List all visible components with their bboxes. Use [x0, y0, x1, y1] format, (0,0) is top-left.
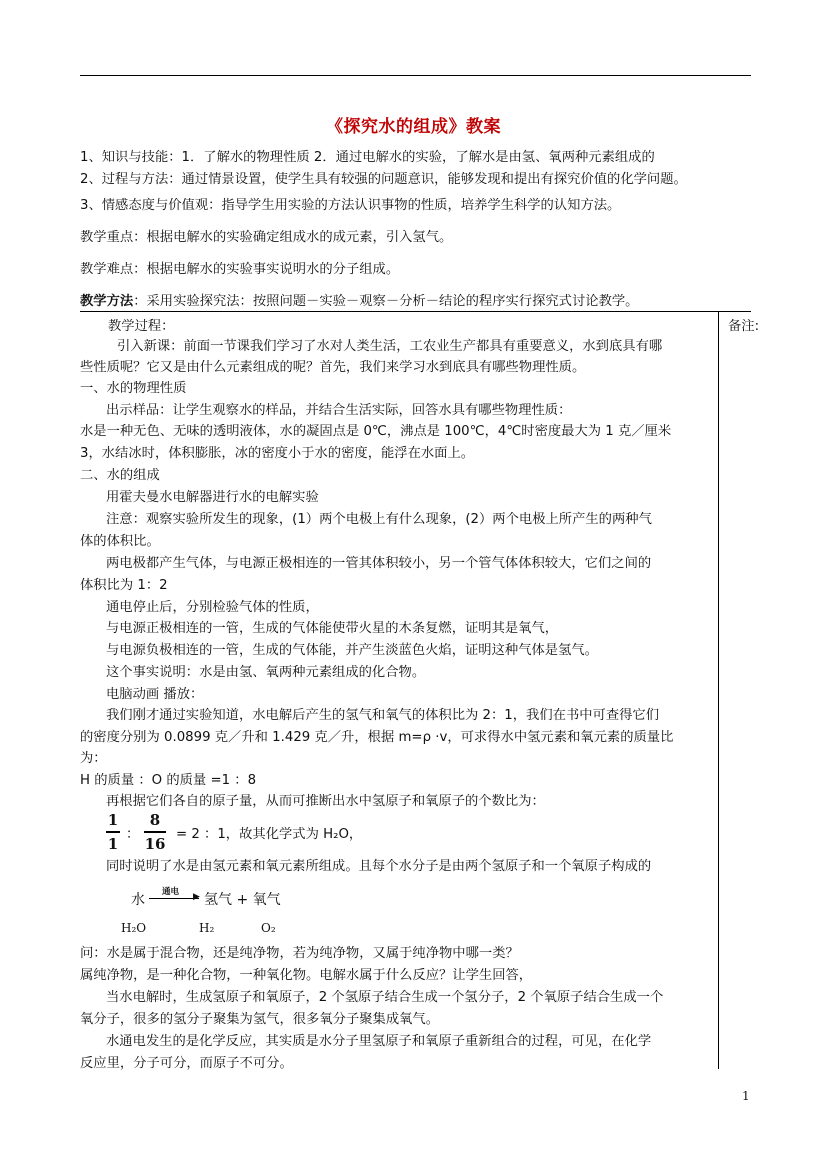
- method-label: 教学方法: [80, 294, 134, 309]
- table-column-divider: [718, 311, 719, 1069]
- formula-hydrogen: H₂: [199, 921, 215, 935]
- body-line: 水是一种无色、无味的透明液体，水的凝固点是 0℃，沸点是 100℃，4℃时密度最大为 1 克／厘米: [80, 424, 672, 439]
- fraction-bar: [144, 831, 166, 833]
- body-line: 我们刚才通过实验知道，水电解后产生的氢气和氧气的体积比为 2：1，我们在书中可查得它们: [106, 708, 660, 723]
- body-line: 与电源正极相连的一管，生成的气体能使带火星的木条复燃，证明其是氧气，: [106, 621, 559, 636]
- body-line: 反应里，分子可分，而原子不可分。: [80, 1056, 293, 1071]
- body-line: 的密度分别为 0.0899 克／升和 1.429 克／升，根据 m=ρ ·v，可求得水中氢元素和氧元素的质量比: [80, 730, 674, 745]
- body-line: 水通电发生的是化学反应，其实质是水分子里氢原子和氧原子重新组合的过程，可见，在化学: [106, 1034, 652, 1049]
- teaching-method: [80, 290, 638, 309]
- reaction-arrow: [149, 898, 199, 899]
- formula-water: H₂O: [121, 921, 147, 935]
- question-line: 问：水是属于混合物，还是纯净物，若为纯净物，又属于纯净物中哪一类？: [80, 946, 519, 961]
- objective-3: 3、情感态度与价值观：指导学生用实验的方法认识事物的性质，培养学生科学的认知方法。: [80, 198, 621, 213]
- body-line: 教学过程：: [108, 319, 175, 334]
- body-line: 用霍夫曼水电解器进行水的电解实验: [106, 490, 319, 505]
- fraction-numerator: 1: [107, 811, 119, 829]
- objective-2: 2、过程与方法：通过情景设置，使学生具有较强的问题意识，能够发现和提出有探究价值的化学问题。: [80, 172, 687, 187]
- objective-1: 1、知识与技能：1．了解水的物理性质 2．通过电解水的实验，了解水是由氢、氧两种元素组成的: [80, 150, 655, 165]
- body-line: 引入新课：前面一节课我们学习了水对人类生活，工农业生产都具有重要意义，水到底具有哪: [117, 339, 663, 354]
- mass-ratio: H 的质量 ：O 的质量 =1 ：8: [80, 773, 257, 788]
- table-top-border: [80, 311, 751, 312]
- ratio-colon: ：: [126, 827, 140, 842]
- arrow-head-icon: ▶: [193, 892, 200, 902]
- body-line: 氧分子，很多的氢分子聚集为氢气，很多氧分子聚集成氧气。: [80, 1012, 440, 1027]
- body-line: 3，水结冰时，体积膨胀，冰的密度小于水的密度，能浮在水面上。: [80, 446, 475, 461]
- header-rule: [80, 75, 751, 76]
- fraction-eight-over-sixteen: [144, 811, 166, 853]
- page-number: 1: [742, 1089, 750, 1103]
- body-line: 通电停止后，分别检验气体的性质，: [106, 600, 319, 615]
- body-line: 出示样品：让学生观察水的样品，并结合生活实际，回答水具有哪些物理性质：: [106, 403, 572, 418]
- body-line: 属纯净物，是一种化合物，一种氧化物。电解水属于什么反应？让学生回答，: [80, 968, 533, 983]
- fraction-bar: [106, 831, 120, 833]
- fraction-denominator: 16: [144, 834, 166, 853]
- body-line: 体积比为 1：2: [80, 578, 168, 593]
- section-heading: 二、水的组成: [80, 468, 160, 483]
- atom-ratio-result: = 2 ：1，故其化学式为 H₂O，: [176, 827, 363, 842]
- body-line: 体的体积比。: [80, 534, 160, 549]
- fraction-one-over-one: [106, 811, 120, 853]
- body-line: 当水电解时，生成氢原子和氧原子，2 个氢原子结合生成一个氢分子，2 个氧原子结合生成一个: [106, 990, 664, 1005]
- formula-oxygen: O₂: [261, 921, 276, 935]
- page-title: 《探究水的组成》教案: [326, 117, 501, 137]
- fraction-denominator: 1: [107, 834, 119, 853]
- body-line: 些性质呢？它又是由什么元素组成的呢？首先，我们来学习水到底具有哪些物理性质。: [80, 360, 586, 375]
- body-line: 注意：观察实验所发生的现象，(1）两个电极上有什么现象，(2）两个电极上所产生的两种气: [106, 512, 652, 527]
- section-heading: 一、水的物理性质: [80, 381, 187, 396]
- body-line: 与电源负极相连的一管，生成的气体能，并产生淡蓝色火焰，证明这种气体是氢气。: [106, 643, 598, 658]
- difficult-point: 教学难点：根据电解水的实验事实说明水的分子组成。: [80, 262, 400, 277]
- equation-products: 氢气 + 氧气: [204, 892, 281, 908]
- body-line: 为：: [80, 751, 107, 766]
- equation-condition: 通电: [162, 887, 180, 897]
- key-point: 教学重点：根据电解水的实验确定组成水的成元素，引入氢气。: [80, 230, 453, 245]
- body-line: 这个事实说明：水是由氢、氧两种元素组成的化合物。: [106, 665, 426, 680]
- method-text: ：采用实验探究法：按照问题－实验－观察－分析－结论的程序实行探究式讨论教学。: [133, 294, 639, 309]
- remarks-label: 备注:: [728, 319, 760, 334]
- body-line: 同时说明了水是由氢元素和氧元素所组成。且每个水分子是由两个氢原子和一个氧原子构成的: [106, 859, 652, 874]
- body-line: 两电极都产生气体，与电源正极相连的一管其体积较小，另一个管气体体积较大，它们之间的: [106, 556, 652, 571]
- fraction-numerator: 8: [149, 811, 161, 829]
- body-line: 电脑动画 播放：: [106, 687, 204, 702]
- body-line: 再根据它们各自的原子量，从而可推断出水中氢原子和氧原子的个数比为：: [106, 794, 545, 809]
- equation-reactant: 水: [131, 892, 145, 908]
